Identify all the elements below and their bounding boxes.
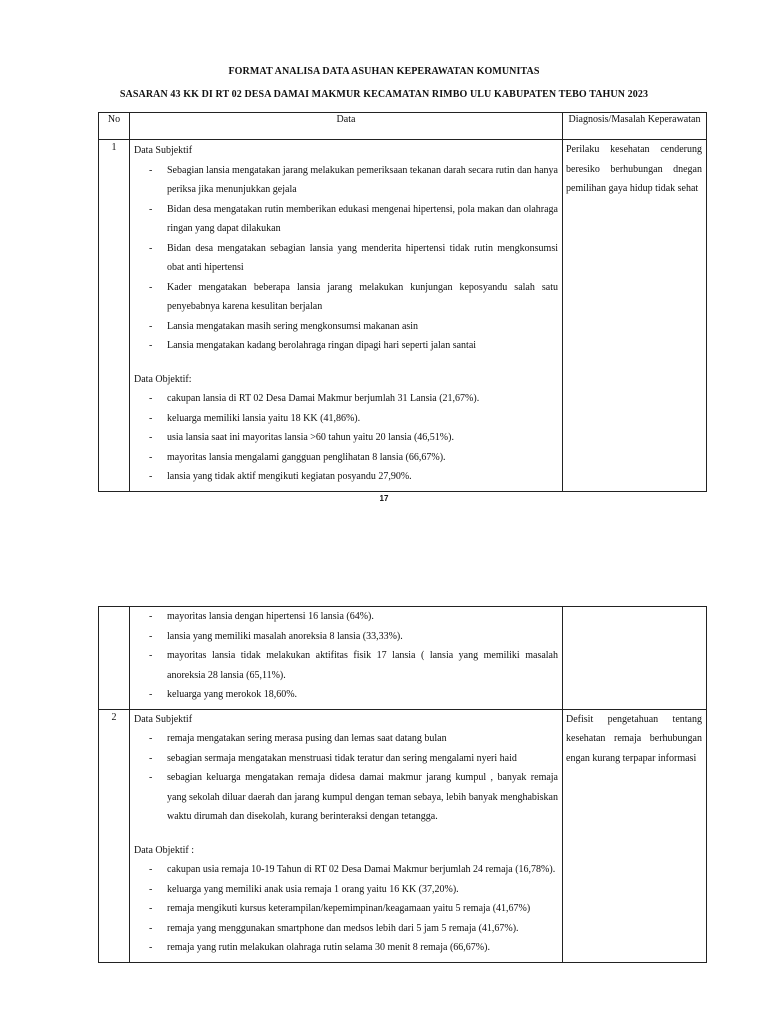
data-cell xyxy=(130,709,563,962)
subjective-list xyxy=(134,729,558,827)
subjective-label: Data Subjektif xyxy=(134,145,193,156)
page-number: 17 xyxy=(379,494,389,503)
subjective-list xyxy=(134,161,558,356)
header-diagnosis: Diagnosis/Masalah Keperawatan xyxy=(563,113,707,140)
list-item: - Kader mengatakan beberapa lansia jarang melakukan kunjungan keposyandu salah satu penyebabnya karena kesulitan berjalan xyxy=(134,278,558,317)
list-item: - remaja yang rutin melakukan olahraga rutin selama 30 menit 8 remaja (66,67%). xyxy=(134,938,558,958)
list-item: - remaja yang menggunakan smartphone dan medsos lebih dari 5 jam 5 remaja (41,67%). xyxy=(134,919,558,939)
row-number: 2 xyxy=(99,709,130,962)
objective-list xyxy=(134,860,558,958)
document-title: FORMAT ANALISA DATA ASUHAN KEPERAWATAN KOMUNITAS xyxy=(228,66,540,77)
row-number: 1 xyxy=(99,140,130,492)
list-item: - sebagian sermaja mengatakan menstruasi tidak teratur dan sering mengalami nyeri haid xyxy=(134,749,558,769)
objective-list-continued xyxy=(134,607,558,705)
list-item: - remaja mengikuti kursus keterampilan/kepemimpinan/keagamaan yaitu 5 remaja (41,67%) xyxy=(134,899,558,919)
list-item: - remaja mengatakan sering merasa pusing dan lemas saat datang bulan xyxy=(134,729,558,749)
subjective-label: Data Subjektif xyxy=(134,713,193,725)
list-item: - mayoritas lansia mengalami gangguan penglihatan 8 lansia (66,67%). xyxy=(134,448,558,468)
list-item: - Lansia mengatakan masih sering mengkonsumsi makanan asin xyxy=(134,317,558,337)
analysis-table-page2 xyxy=(98,606,707,963)
document-subtitle: SASARAN 43 KK DI RT 02 DESA DAMAI MAKMUR KECAMATAN RIMBO ULU KABUPATEN TEBO TAHUN 2023 xyxy=(119,89,649,100)
header-no: No xyxy=(99,113,130,140)
table-header-row xyxy=(99,113,707,140)
header-data: Data xyxy=(130,113,563,140)
table-row xyxy=(99,607,707,710)
list-item: - keluarga yang memiliki anak usia remaja 1 orang yaitu 16 KK (37,20%). xyxy=(134,880,558,900)
list-item: - lansia yang tidak aktif mengikuti kegiatan posyandu 27,90%. xyxy=(134,467,558,487)
objective-list xyxy=(134,389,558,487)
table-row xyxy=(99,140,707,492)
list-item: - cakupan lansia di RT 02 Desa Damai Makmur berjumlah 31 Lansia (21,67%). xyxy=(134,389,558,409)
list-item: - Lansia mengatakan kadang berolahraga ringan dipagi hari seperti jalan santai xyxy=(134,336,558,356)
diagnosis-cell: Defisit pengetahuan tentang kesehatan remaja berhubungan engan kurang terpapar informasi xyxy=(563,709,707,962)
data-cell xyxy=(130,607,563,710)
table-row xyxy=(99,709,707,962)
list-item: - cakupan usia remaja 10-19 Tahun di RT 02 Desa Damai Makmur berjumlah 24 remaja (16,78%). xyxy=(134,860,558,880)
list-item: - lansia yang memiliki masalah anoreksia 8 lansia (33,33%). xyxy=(134,627,558,647)
list-item: - sebagian keluarga mengatakan remaja didesa damai makmur jarang kumpul , banyak remaja yang sekolah diluar daerah dan jarang kumpul dengan teman sebaya, lebih banyak menghabiskan waktu dirumah dan disekolah, kurang berinteraksi dengan tetangga. xyxy=(134,768,558,827)
data-cell xyxy=(130,140,563,492)
list-item: - mayoritas lansia dengan hipertensi 16 lansia (64%). xyxy=(134,607,558,627)
list-item: - Bidan desa mengatakan rutin memberikan edukasi mengenai hipertensi, pola makan dan olahraga ringan yang dapat dilakukan xyxy=(134,200,558,239)
objective-label: Data Objektif: xyxy=(134,373,192,385)
list-item: - keluarga yang merokok 18,60%. xyxy=(134,685,558,705)
list-item: - mayoritas lansia tidak melakukan aktifitas fisik 17 lansia ( lansia yang memiliki masalah anoreksia 28 lansia (65,11%). xyxy=(134,646,558,685)
list-item: - usia lansia saat ini mayoritas lansia >60 tahun yaitu 20 lansia (46,51%). xyxy=(134,428,558,448)
analysis-table-page1 xyxy=(98,112,707,492)
list-item: - Bidan desa mengatakan sebagian lansia yang menderita hipertensi tidak rutin mengkonsumsi obat anti hipertensi xyxy=(134,239,558,278)
diagnosis-cell: Perilaku kesehatan cenderung beresiko berhubungan dnegan pemilihan gaya hidup tidak sehat xyxy=(563,140,707,492)
list-item: - Sebagian lansia mengatakan jarang melakukan pemeriksaan tekanan darah secara rutin dan hanya periksa jika menunjukkan gejala xyxy=(134,161,558,200)
objective-label: Data Objektif : xyxy=(134,844,194,856)
list-item: - keluarga memiliki lansia yaitu 18 KK (41,86%). xyxy=(134,409,558,429)
